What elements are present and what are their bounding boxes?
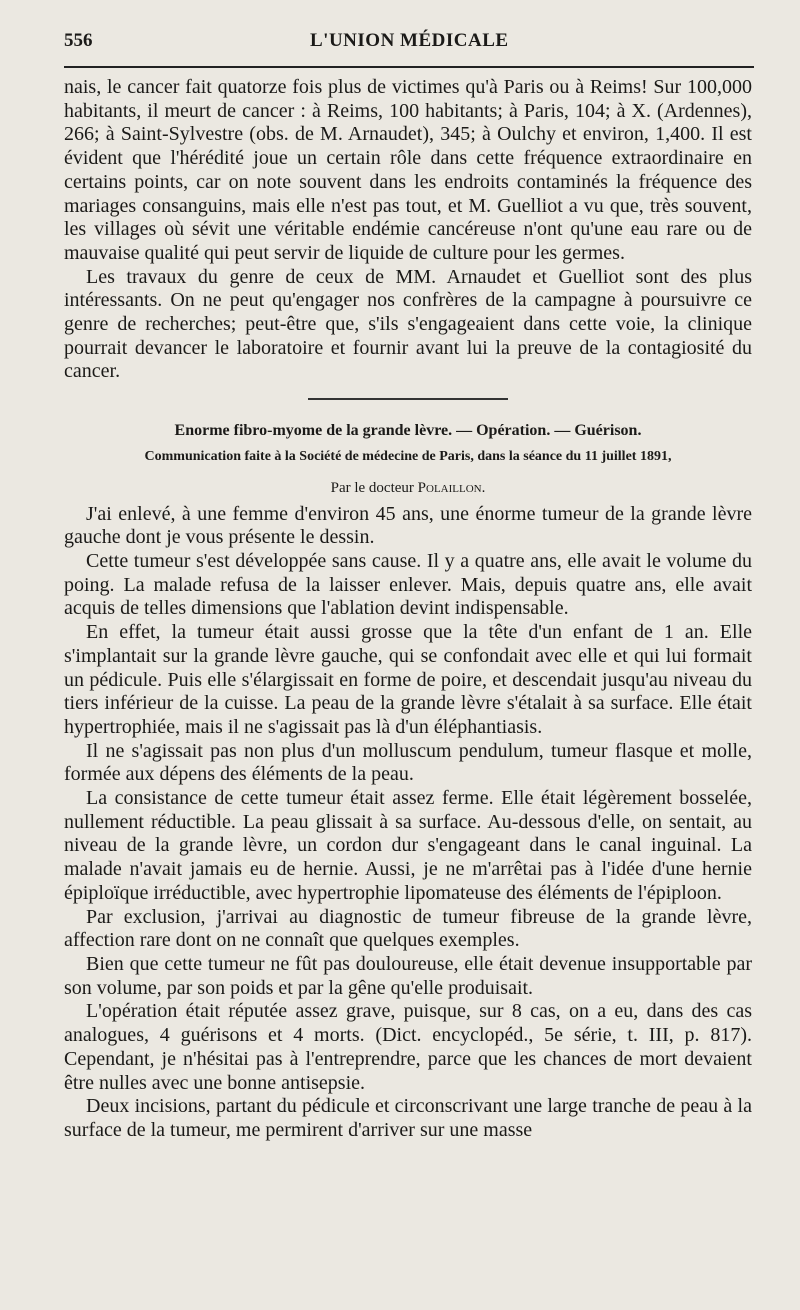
article-paragraph: Deux incisions, partant du pédicule et circonscrivant une large tranche de peau à la surface de la tumeur, me permirent d'arriver sur une masse	[64, 1095, 752, 1141]
article-paragraph: Bien que cette tumeur ne fût pas douloureuse, elle était devenue insupportable par son volume, par son poids et par la gêne qu'elle produisait.	[64, 953, 752, 999]
byline-author: Polaillon.	[417, 479, 486, 496]
body-text	[64, 76, 752, 1143]
header-rule	[64, 66, 754, 68]
intro-paragraph: nais, le cancer fait quatorze fois plus de victimes qu'à Paris ou à Reims! Sur 100,000 habitants, il meurt de cancer : à Reims, 100 habitants; à Paris, 104; à X. (Ardennes), 266; à Saint-Sylvestre (obs. de M. Arnaudet), 345; à Oulchy et environ, 1,400. Il est évident que l'hérédité joue un certain rôle dans cette fréquence extraordinaire en certains points, car on note souvent dans les endroits contaminés la fréquence des mariages consanguins, mais elle n'est pas tout, et M. Guelliot a vu que, très souvent, les villages où sévit une véritable endémie cancéreuse n'ont qu'une eau rare ou de mauvaise qualité qui peut servir de liquide de culture pour les germes.	[64, 76, 752, 264]
article-paragraph: Il ne s'agissait pas non plus d'un molluscum pendulum, tumeur flasque et molle, formée aux dépens des éléments de la peau.	[64, 739, 752, 786]
page-number: 556	[64, 30, 93, 51]
article-subtitle: Communication faite à la Société de médecine de Paris, dans la séance du 11 juillet 1891,	[144, 448, 672, 464]
section-divider	[308, 398, 508, 400]
article-paragraph: J'ai enlevé, à une femme d'environ 45 ans, une énorme tumeur de la grande lèvre gauche dont je vous présente le dessin.	[64, 502, 752, 549]
article-paragraph: Cette tumeur s'est développée sans cause. Il y a quatre ans, elle avait le volume du poing. La malade refusa de la laisser enlever. Mais, depuis quatre ans, elle avait acquis de telles dimensions que l'ablation devint indispensable.	[64, 550, 752, 620]
article-paragraph: L'opération était réputée assez grave, puisque, sur 8 cas, on a eu, dans des cas analogues, 4 guérisons et 4 morts. (Dict. encyclopéd., 5e série, t. III, p. 817). Cependant, je n'hésitai pas à l'entreprendre, parce que les chances de mort devaient être nulles avec une bonne antisepsie.	[64, 1000, 752, 1094]
article	[64, 420, 752, 1143]
byline-prefix: Par le docteur	[330, 479, 414, 496]
article-paragraph: La consistance de cette tumeur était assez ferme. Elle était légèrement bosselée, nullement réductible. La peau glissait à sa surface. Au-dessous d'elle, on sentait, au niveau de la grande lèvre, un cordon dur s'engageant dans le canal inguinal. La malade n'avait jamais eu de hernie. Aussi, je ne m'arrêtai pas à l'idée d'une hernie épiploïque irréductible, avec hypertrophie lipomateuse des éléments de l'épiploon.	[64, 787, 752, 904]
byline	[64, 477, 752, 499]
intro-paragraph: Les travaux du genre de ceux de MM. Arnaudet et Guelliot sont des plus intéressants. On ne peut qu'engager nos confrères de la campagne à poursuivre ce genre de recherches; peut-être que, s'ils s'engageaient dans cette voie, la clinique pourrait devancer le laboratoire et fournir avant lui la preuve de la contagiosité du cancer.	[64, 265, 752, 383]
article-paragraph: En effet, la tumeur était aussi grosse que la tête d'un enfant de 1 an. Elle s'implantait sur la grande lèvre gauche, qui se confondait avec elle et qui lui formait un pédicule. Puis elle s'élargissait en forme de poire, et descendait jusqu'au niveau du tiers inférieur de la cuisse. La peau de la grande lèvre s'étalait à sa surface. Elle était hypertrophiée, mais il ne s'agissait pas là d'un éléphantiasis.	[64, 621, 752, 738]
article-title: Enorme fibro-myome de la grande lèvre. — Opération. — Guérison.	[174, 421, 642, 439]
running-head: L'UNION MÉDICALE	[310, 30, 509, 51]
article-paragraph: Par exclusion, j'arrivai au diagnostic de tumeur fibreuse de la grande lèvre, affection rare dont on ne connaît que quelques exemples.	[64, 905, 752, 952]
page-header	[64, 28, 752, 58]
